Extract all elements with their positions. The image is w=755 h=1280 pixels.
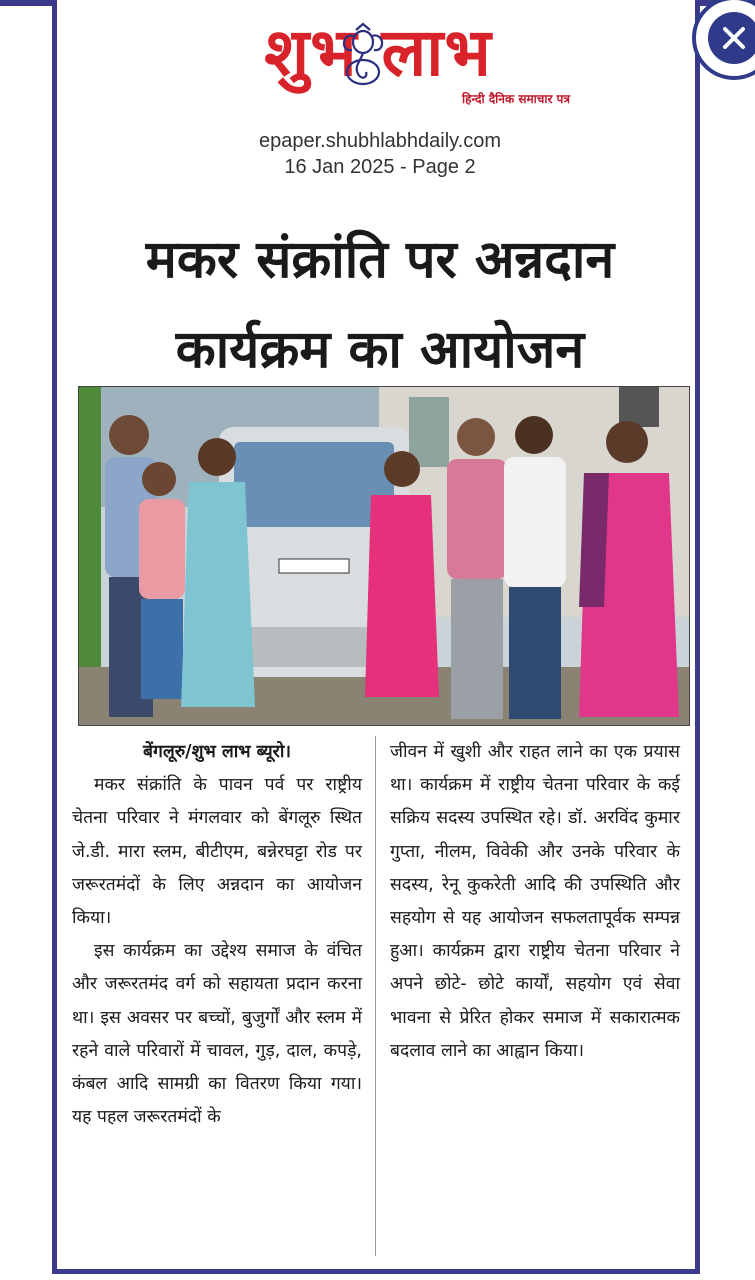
article-column-right <box>390 736 680 1068</box>
article-byline: बेंगलूरु/शुभ लाभ ब्यूरो। <box>143 742 291 762</box>
source-url: epaper.shubhlabhdaily.com <box>258 130 502 152</box>
headline-line-1: मकर संक्रांति पर अन्नदान <box>145 230 615 290</box>
article-paragraph: मकर संक्रांति के पावन पर्व पर राष्ट्रीय चेतना परिवार ने मंगलवार को बेंगलूरु स्थित जे.डी. मारा स्लम, बीटीएम, बन्नेरघट्टा रोड पर जरूरतमंदों के लिए अन्नदान का आयोजन किया। <box>72 775 362 929</box>
article-body <box>72 736 692 1266</box>
masthead <box>180 8 575 118</box>
article-paragraph: इस कार्यक्रम का उद्देश्य समाज के वंचित और जरूरतमंद वर्ग को सहायता प्रदान करना था। इस अवसर पर बच्चों, बुजुर्गों और स्लम में रहने वाले परिवारों में चावल, गुड़, दाल, कपड़े, कंबल आदि सामग्री का वितरण किया गया। यह पहल जरूरतमंदों के <box>72 941 362 1128</box>
ganesha-logo-icon <box>334 22 392 88</box>
source-info <box>60 128 700 180</box>
headline <box>60 215 700 395</box>
article-photo <box>78 386 690 726</box>
article-column-left <box>72 736 362 1134</box>
source-date-page: 16 Jan 2025 - Page 2 <box>284 156 476 178</box>
close-icon <box>708 12 755 64</box>
masthead-title: शुभ लाभ <box>264 14 492 91</box>
group-photo-illustration <box>79 387 689 725</box>
masthead-subtitle: हिन्दी दैनिक समाचार पत्र <box>461 92 570 106</box>
headline-line-2: कार्यक्रम का आयोजन <box>175 320 585 380</box>
article-paragraph: जीवन में खुशी और राहत लाने का एक प्रयास था। कार्यक्रम में राष्ट्रीय चेतना परिवार के कई सक्रिय सदस्य उपस्थित रहे। डॉ. अरविंद कुमार गुप्ता, नीलम, विवेकी और उनके परिवार के सदस्य, रेनू कुकरेती आदि की उपस्थिति और सहयोग से यह आयोजन सफलतापूर्वक सम्पन्न हुआ। कार्यक्रम द्वारा राष्ट्रीय चेतना परिवार ने अपने छोटे- छोटे कार्यों, सहयोग एवं सेवा भावना से प्रेरित होकर समाज में सकारात्मक बदलाव लाने का आह्वान किया। <box>390 742 680 1061</box>
close-button[interactable] <box>692 0 755 80</box>
column-divider <box>375 736 376 1256</box>
